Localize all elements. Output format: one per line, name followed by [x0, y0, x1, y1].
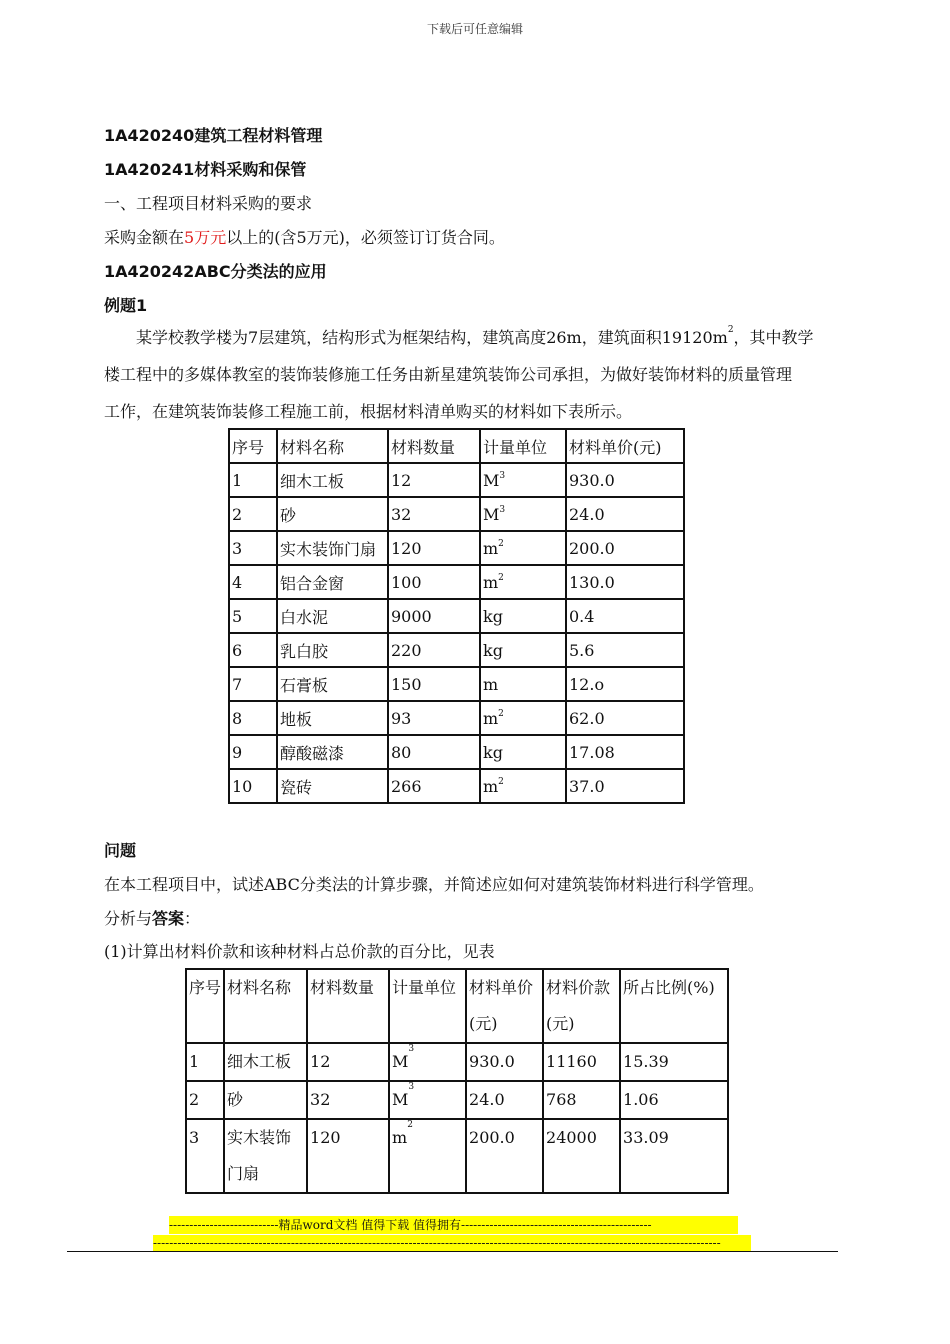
cell-name: 砂: [277, 497, 388, 531]
question-title: 问题: [104, 841, 137, 860]
table-row: [229, 531, 684, 565]
cell-no: 8: [229, 701, 277, 735]
cell-amount: 768: [543, 1081, 620, 1119]
table-row: [186, 1043, 728, 1081]
cell-qty: 12: [307, 1043, 389, 1081]
table-row: [186, 1119, 728, 1193]
answer-label: [104, 906, 200, 929]
cell-qty: 12: [388, 463, 480, 497]
cell-unit: [480, 769, 566, 803]
question-text: 在本工程项目中，试述ABC分类法的计算步骤，并简述应如何对建筑装饰材料进行科学管理。: [104, 875, 764, 894]
unit-text: M: [392, 1052, 409, 1071]
table-row: [229, 667, 684, 701]
purchase-requirement: [104, 225, 505, 248]
table-row: [186, 1081, 728, 1119]
cell-unit: [480, 531, 566, 565]
unit-sup: 3: [499, 470, 506, 481]
ans-pre: 分析与: [104, 909, 153, 928]
cell-unit: [480, 633, 566, 667]
unit-text: m: [483, 538, 499, 558]
table-header-row: [186, 969, 728, 1043]
ans-bold: 答案: [152, 909, 185, 928]
ans-post: ：: [184, 909, 201, 928]
intro-sup: 2: [727, 325, 734, 335]
intro-line-3: 工作，在建筑装饰装修工程施工前，根据材料清单购买的材料如下表所示。: [104, 402, 633, 421]
table-row: [229, 497, 684, 531]
step-1: (1)计算出材料价款和该种材料占总价款的百分比，见表: [104, 942, 495, 961]
section-1: 一、工程项目材料采购的要求: [104, 194, 313, 213]
cell-qty: 9000: [388, 599, 480, 633]
table-row: [229, 463, 684, 497]
cell-price: 130.0: [566, 565, 684, 599]
cell-name: [224, 1081, 307, 1119]
heading-3: 1A420242ABC分类法的应用: [104, 262, 327, 281]
unit-text: m: [483, 572, 499, 592]
cell-price: 930.0: [466, 1043, 543, 1081]
heading-2: 1A420241材料采购和保管: [104, 160, 307, 179]
unit-sup: 3: [408, 1044, 415, 1054]
cell-name: 地板: [277, 701, 388, 735]
cell-name: [224, 1119, 307, 1193]
cell-no: 2: [186, 1081, 224, 1119]
cell-qty: 266: [388, 769, 480, 803]
cell-qty: 32: [307, 1081, 389, 1119]
col-header: 材料数量: [388, 429, 480, 463]
intro-line-1: [104, 325, 814, 348]
cell-no: 7: [229, 667, 277, 701]
cell-name: 白水泥: [277, 599, 388, 633]
p1-pre: 采购金额在: [104, 228, 185, 247]
cell-price: 24.0: [466, 1081, 543, 1119]
col-header: 所占比例(%): [620, 969, 728, 1043]
intro-line-2: 楼工程中的多媒体教室的装饰装修施工任务由新星建筑装饰公司承担，为做好装饰材料的质量管理: [104, 365, 793, 384]
p1-red: 5万元: [184, 228, 227, 247]
h-amt2: (元): [546, 1014, 575, 1033]
cell-no: 9: [229, 735, 277, 769]
h-price2: (元): [469, 1014, 498, 1033]
name-line-1: 砂: [227, 1090, 244, 1109]
cell-no: 3: [186, 1119, 224, 1193]
cell-amount: 24000: [543, 1119, 620, 1193]
cell-qty: 80: [388, 735, 480, 769]
table-row: [229, 633, 684, 667]
unit-text: kg: [483, 742, 503, 762]
h-amt1: 材料价款: [546, 978, 611, 997]
cell-qty: 100: [388, 565, 480, 599]
col-header: 材料数量: [307, 969, 389, 1043]
unit-text: m: [483, 674, 499, 694]
cell-no: 6: [229, 633, 277, 667]
cell-price: 0.4: [566, 599, 684, 633]
example-title: 例题1: [104, 296, 148, 315]
cell-name: 细木工板: [277, 463, 388, 497]
cell-price: 17.08: [566, 735, 684, 769]
p1-post: 以上的(含5万元)，必须签订订货合同。: [226, 228, 505, 247]
footer-dashes: --------------------------------------------------------------------------------------------------------------------------------------------: [153, 1235, 751, 1251]
col-header: 计量单位: [389, 969, 466, 1043]
unit-sup: 2: [498, 538, 504, 549]
bottom-rule: [67, 1251, 838, 1252]
cell-qty: 32: [388, 497, 480, 531]
cell-price: 62.0: [566, 701, 684, 735]
unit-text: kg: [483, 606, 503, 626]
cell-name: 瓷砖: [277, 769, 388, 803]
col-header: 材料名称: [224, 969, 307, 1043]
cell-name: 实木装饰门扇: [277, 531, 388, 565]
cell-price: 200.0: [466, 1119, 543, 1193]
table-row: [229, 599, 684, 633]
unit-text: M: [483, 470, 500, 490]
cell-unit: [480, 463, 566, 497]
unit-text: m: [483, 776, 499, 796]
name-line-2: 门扇: [227, 1164, 260, 1183]
cell-no: 10: [229, 769, 277, 803]
cell-price: 37.0: [566, 769, 684, 803]
col-header: 序号: [229, 429, 277, 463]
cell-no: 5: [229, 599, 277, 633]
unit-sup: 3: [408, 1082, 415, 1092]
table-header-row: [229, 429, 684, 463]
table-row: [229, 735, 684, 769]
table-row: [229, 701, 684, 735]
cell-price: 24.0: [566, 497, 684, 531]
cell-no: 1: [186, 1043, 224, 1081]
col-header: 计量单位: [480, 429, 566, 463]
cell-name: 乳白胶: [277, 633, 388, 667]
unit-text: kg: [483, 640, 503, 660]
unit-text: m: [483, 708, 499, 728]
cell-qty: 120: [307, 1119, 389, 1193]
cell-price: 200.0: [566, 531, 684, 565]
cell-pct: 15.39: [620, 1043, 728, 1081]
cell-qty: 150: [388, 667, 480, 701]
unit-sup: 2: [498, 776, 504, 787]
h-price1: 材料单价: [469, 978, 534, 997]
col-header: 材料名称: [277, 429, 388, 463]
cell-qty: 93: [388, 701, 480, 735]
footer-banner: ---------------------------精品word文档 值得下载 值得拥有-----------------------------------------------: [169, 1216, 738, 1234]
table-row: [229, 769, 684, 803]
material-table: [228, 428, 685, 804]
cell-name: 石膏板: [277, 667, 388, 701]
table-row: [229, 565, 684, 599]
cell-amount: 11160: [543, 1043, 620, 1081]
cell-unit: [389, 1043, 466, 1081]
cell-name: 铝合金窗: [277, 565, 388, 599]
unit-text: M: [483, 504, 500, 524]
cell-no: 3: [229, 531, 277, 565]
unit-text: m: [392, 1128, 408, 1147]
cell-qty: 120: [388, 531, 480, 565]
unit-sup: 2: [498, 708, 504, 719]
cell-name: [224, 1043, 307, 1081]
name-line-1: 实木装饰: [227, 1128, 292, 1147]
unit-sup: 3: [499, 504, 506, 515]
cell-unit: [480, 735, 566, 769]
cell-price: 5.6: [566, 633, 684, 667]
col-header: 材料单价(元): [566, 429, 684, 463]
cell-unit: [389, 1081, 466, 1119]
name-line-1: 细木工板: [227, 1052, 292, 1071]
cell-name: 醇酸磁漆: [277, 735, 388, 769]
heading-1: 1A420240建筑工程材料管理: [104, 126, 323, 145]
page-header: 下载后可任意编辑: [426, 22, 523, 36]
cell-unit: [480, 497, 566, 531]
intro-1a: 某学校教学楼为7层建筑，结构形式为框架结构，建筑高度26m，建筑面积19120m: [136, 328, 728, 347]
cell-no: 2: [229, 497, 277, 531]
unit-sup: 2: [498, 572, 504, 583]
cell-no: 1: [229, 463, 277, 497]
cell-unit: [480, 667, 566, 701]
cell-price: 12.o: [566, 667, 684, 701]
unit-sup: 2: [407, 1120, 413, 1130]
intro-1b: ，其中教学: [733, 328, 814, 347]
unit-text: M: [392, 1090, 409, 1109]
col-header: 序号: [186, 969, 224, 1043]
cell-no: 4: [229, 565, 277, 599]
col-header: [466, 969, 543, 1043]
cell-qty: 220: [388, 633, 480, 667]
cell-pct: 33.09: [620, 1119, 728, 1193]
cell-price: 930.0: [566, 463, 684, 497]
col-header: [543, 969, 620, 1043]
cell-unit: [480, 701, 566, 735]
cell-pct: 1.06: [620, 1081, 728, 1119]
cell-unit: [480, 565, 566, 599]
price-table: [185, 968, 729, 1194]
cell-unit: [389, 1119, 466, 1193]
cell-unit: [480, 599, 566, 633]
